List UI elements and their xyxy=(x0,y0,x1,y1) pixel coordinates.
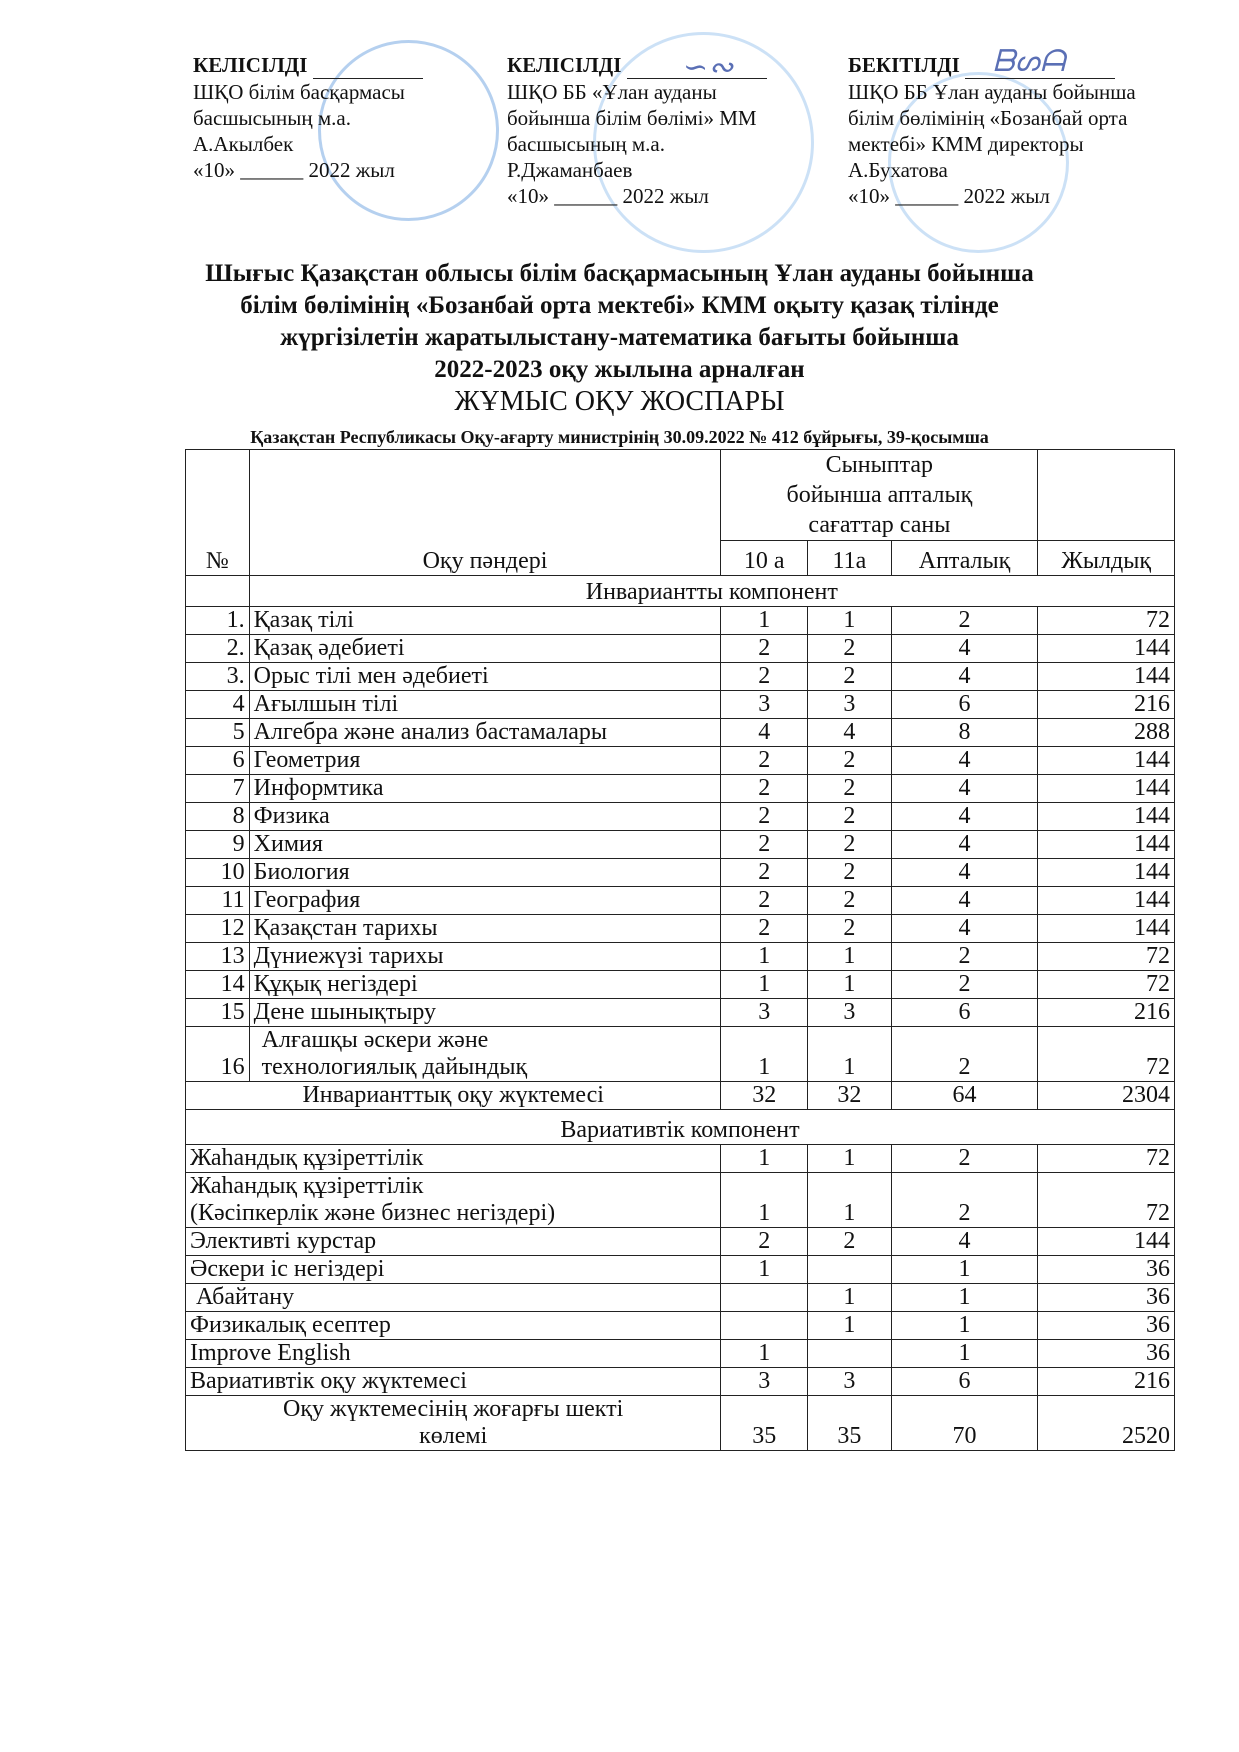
row-no: 7 xyxy=(186,775,250,803)
row-weekly: 2 xyxy=(891,971,1038,999)
section-row-invariant xyxy=(186,576,1175,607)
table-row xyxy=(186,1027,1175,1082)
approval-2-line: Р.Джаманбаев xyxy=(507,158,633,182)
row-g11: 1 xyxy=(808,1284,892,1312)
row-no: 5 xyxy=(186,719,250,747)
row-no: 2. xyxy=(186,635,250,663)
row-subject-line: технологиялық дайындық xyxy=(261,1054,528,1080)
total-yearly: 216 xyxy=(1038,1368,1175,1396)
row-g11: 1 xyxy=(808,971,892,999)
row-weekly: 2 xyxy=(891,1027,1038,1082)
approval-2-line: басшысының м.а. xyxy=(507,132,665,156)
section-row-variative xyxy=(186,1110,1175,1145)
row-g11: 1 xyxy=(808,1173,892,1228)
title-line: 2022-2023 оқу жылына арналған xyxy=(434,356,805,383)
row-g10: 1 xyxy=(721,607,808,635)
total-weekly: 6 xyxy=(891,1368,1038,1396)
row-no: 3. xyxy=(186,663,250,691)
row-g10: 2 xyxy=(721,887,808,915)
table-row xyxy=(186,1340,1175,1368)
header-grade10: 10 а xyxy=(721,541,808,576)
total-yearly: 2520 xyxy=(1038,1396,1175,1451)
table-row xyxy=(186,663,1175,691)
row-g10: 2 xyxy=(721,747,808,775)
approval-2-heading: КЕЛІСІЛДІ xyxy=(507,53,622,77)
row-g10: 1 xyxy=(721,1340,808,1368)
table-row xyxy=(186,887,1175,915)
table-row xyxy=(186,971,1175,999)
row-no: 13 xyxy=(186,943,250,971)
row-subject: Алгебра және анализ бастамалары xyxy=(249,719,721,747)
total-label: Вариативтік оқу жүктемесі xyxy=(186,1368,721,1396)
row-g11: 2 xyxy=(808,859,892,887)
row-g11: 3 xyxy=(808,999,892,1027)
title-line: жүргізілетін жаратылыстану-математика бағыты бойынша xyxy=(280,324,959,351)
row-subject-line: Жаһандық құзіреттілік xyxy=(190,1173,424,1199)
header-blank xyxy=(1038,450,1175,541)
row-g10: 2 xyxy=(721,1228,808,1256)
row-yearly: 144 xyxy=(1038,831,1175,859)
max-load-row xyxy=(186,1396,1175,1451)
row-yearly: 144 xyxy=(1038,1228,1175,1256)
row-weekly: 4 xyxy=(891,635,1038,663)
header-yearly: Жылдық xyxy=(1038,541,1175,576)
row-yearly: 216 xyxy=(1038,999,1175,1027)
row-yearly: 144 xyxy=(1038,915,1175,943)
row-subject: Физикалық есептер xyxy=(186,1312,721,1340)
row-weekly: 2 xyxy=(891,1173,1038,1228)
row-yearly: 36 xyxy=(1038,1256,1175,1284)
document-subtitle: Қазақстан Республикасы Оқу-ағарту министрінің 30.09.2022 № 412 бұйрығы, 39-қосымша xyxy=(250,427,989,447)
total-g10: 35 xyxy=(721,1396,808,1451)
table-row xyxy=(186,775,1175,803)
table-row xyxy=(186,943,1175,971)
row-subject: Қазақ әдебиеті xyxy=(249,635,721,663)
row-weekly: 2 xyxy=(891,943,1038,971)
row-g10: 1 xyxy=(721,1027,808,1082)
row-g10: 2 xyxy=(721,831,808,859)
row-g11: 1 xyxy=(808,1145,892,1173)
row-g10: 1 xyxy=(721,1145,808,1173)
row-yearly: 144 xyxy=(1038,859,1175,887)
row-no: 4 xyxy=(186,691,250,719)
table-row xyxy=(186,1173,1175,1228)
header-grade11: 11а xyxy=(808,541,892,576)
row-subject: Қазақ тілі xyxy=(249,607,721,635)
row-g11: 2 xyxy=(808,831,892,859)
total-weekly: 70 xyxy=(891,1396,1038,1451)
section-title: Вариативтік компонент xyxy=(186,1110,1175,1145)
row-subject xyxy=(249,1027,721,1082)
total-label: Инварианттық оқу жүктемесі xyxy=(186,1082,721,1110)
row-g10 xyxy=(721,1312,808,1340)
row-yearly: 72 xyxy=(1038,943,1175,971)
title-line: Шығыс Қазақстан облысы білім басқармасының Ұлан ауданы бойынша xyxy=(205,260,1034,287)
approval-1-heading: КЕЛІСІЛДІ xyxy=(193,53,308,77)
table-row xyxy=(186,859,1175,887)
row-g10: 2 xyxy=(721,635,808,663)
row-no: 9 xyxy=(186,831,250,859)
row-subject xyxy=(186,1173,721,1228)
row-yearly: 144 xyxy=(1038,775,1175,803)
row-yearly: 72 xyxy=(1038,971,1175,999)
row-no: 6 xyxy=(186,747,250,775)
approval-block-2 xyxy=(507,52,767,209)
row-yearly: 144 xyxy=(1038,803,1175,831)
table-row xyxy=(186,607,1175,635)
row-g11: 2 xyxy=(808,887,892,915)
total-label-line: көлемі xyxy=(419,1423,488,1449)
row-weekly: 6 xyxy=(891,999,1038,1027)
approval-3-line: білім бөлімінің «Бозанбай орта xyxy=(848,106,1128,130)
row-no: 10 xyxy=(186,859,250,887)
table-row xyxy=(186,1312,1175,1340)
header-subject: Оқу пәндері xyxy=(249,450,721,576)
table-row xyxy=(186,1256,1175,1284)
row-weekly: 4 xyxy=(891,1228,1038,1256)
row-g10: 2 xyxy=(721,803,808,831)
global-competence-row xyxy=(186,1145,1175,1173)
table-header-row xyxy=(186,450,1175,541)
document-title xyxy=(0,258,1239,418)
row-no: 16 xyxy=(186,1027,250,1082)
total-label xyxy=(186,1396,721,1451)
row-no: 1. xyxy=(186,607,250,635)
row-no: 14 xyxy=(186,971,250,999)
row-subject: Абайтану xyxy=(186,1284,721,1312)
row-g11: 2 xyxy=(808,635,892,663)
row-subject: Құқық негіздері xyxy=(249,971,721,999)
approval-1-date: «10» ______ 2022 жыл xyxy=(193,158,395,182)
row-weekly: 4 xyxy=(891,859,1038,887)
row-g11: 2 xyxy=(808,1228,892,1256)
table-row xyxy=(186,1284,1175,1312)
document-main-title: ЖҰМЫС ОҚУ ЖОСПАРЫ xyxy=(454,386,785,417)
row-yearly: 72 xyxy=(1038,607,1175,635)
row-subject-line: Алғашқы әскери және xyxy=(261,1027,489,1053)
row-subject: География xyxy=(249,887,721,915)
row-g10: 1 xyxy=(721,1256,808,1284)
row-subject: Дүниежүзі тарихы xyxy=(249,943,721,971)
row-yearly: 144 xyxy=(1038,747,1175,775)
row-subject: Биология xyxy=(249,859,721,887)
total-g10: 3 xyxy=(721,1368,808,1396)
total-g10: 32 xyxy=(721,1082,808,1110)
row-g11: 3 xyxy=(808,691,892,719)
row-g10: 2 xyxy=(721,915,808,943)
total-weekly: 64 xyxy=(891,1082,1038,1110)
approval-1-line: ШҚО білім басқармасы xyxy=(193,80,405,104)
row-subject: Физика xyxy=(249,803,721,831)
row-weekly: 4 xyxy=(891,775,1038,803)
row-subject: Геометрия xyxy=(249,747,721,775)
row-g11: 1 xyxy=(808,607,892,635)
row-weekly: 8 xyxy=(891,719,1038,747)
variative-total-row xyxy=(186,1368,1175,1396)
table-row xyxy=(186,915,1175,943)
row-subject: Improve English xyxy=(186,1340,721,1368)
header-weekly: Апталық xyxy=(891,541,1038,576)
signature-3: ᗷᔕᗩ xyxy=(993,44,1066,79)
header-no: № xyxy=(186,450,250,576)
row-weekly: 1 xyxy=(891,1312,1038,1340)
row-weekly: 4 xyxy=(891,747,1038,775)
table-row xyxy=(186,719,1175,747)
invariant-total-row xyxy=(186,1082,1175,1110)
approval-2-line: ШҚО ББ «Ұлан ауданы xyxy=(507,80,717,104)
approval-2-line: бойынша білім бөлімі» ММ xyxy=(507,106,757,130)
row-g11 xyxy=(808,1256,892,1284)
curriculum-table xyxy=(185,449,1175,1451)
row-yearly: 216 xyxy=(1038,691,1175,719)
row-yearly: 144 xyxy=(1038,663,1175,691)
row-yearly: 144 xyxy=(1038,887,1175,915)
row-yearly: 288 xyxy=(1038,719,1175,747)
row-yearly: 36 xyxy=(1038,1312,1175,1340)
table-row xyxy=(186,747,1175,775)
total-yearly: 2304 xyxy=(1038,1082,1175,1110)
row-weekly: 4 xyxy=(891,915,1038,943)
row-g11: 2 xyxy=(808,663,892,691)
row-subject: Информтика xyxy=(249,775,721,803)
electives-row xyxy=(186,1228,1175,1256)
row-g10: 3 xyxy=(721,691,808,719)
row-g11 xyxy=(808,1340,892,1368)
table-row xyxy=(186,635,1175,663)
approval-1-line: А.Акылбек xyxy=(193,132,294,156)
approval-3-line: ШҚО ББ Ұлан ауданы бойынша xyxy=(848,80,1136,104)
total-g11: 3 xyxy=(808,1368,892,1396)
approval-3-heading: БЕКІТІЛДІ xyxy=(848,53,960,77)
row-yearly: 72 xyxy=(1038,1145,1175,1173)
row-subject: Жаһандық құзіреттілік xyxy=(186,1145,721,1173)
section-title: Инвариантты компонент xyxy=(249,576,1174,607)
approval-section xyxy=(193,44,1213,232)
row-g11: 1 xyxy=(808,1312,892,1340)
row-subject: Қазақстан тарихы xyxy=(249,915,721,943)
row-g11: 2 xyxy=(808,775,892,803)
approval-block-1 xyxy=(193,52,423,183)
row-yearly: 36 xyxy=(1038,1284,1175,1312)
total-label-line: Оқу жүктемесінің жоғарғы шекті xyxy=(283,1396,624,1422)
row-g10: 4 xyxy=(721,719,808,747)
table-row xyxy=(186,999,1175,1027)
row-subject: Әскери іс негіздері xyxy=(186,1256,721,1284)
table-row xyxy=(186,691,1175,719)
row-g11: 2 xyxy=(808,803,892,831)
row-subject: Дене шынықтыру xyxy=(249,999,721,1027)
row-weekly: 2 xyxy=(891,607,1038,635)
row-no: 11 xyxy=(186,887,250,915)
row-g11: 1 xyxy=(808,1027,892,1082)
table-row xyxy=(186,831,1175,859)
row-g10: 2 xyxy=(721,775,808,803)
row-weekly: 6 xyxy=(891,691,1038,719)
row-weekly: 2 xyxy=(891,1145,1038,1173)
approval-block-3 xyxy=(848,52,1136,209)
header-hours-group: Сыныптар бойынша апталық сағаттар саны xyxy=(721,450,1038,541)
row-g10 xyxy=(721,1284,808,1312)
approval-2-date: «10» ______ 2022 жыл xyxy=(507,184,709,208)
row-no: 8 xyxy=(186,803,250,831)
row-yearly: 144 xyxy=(1038,635,1175,663)
row-subject: Ағылшын тілі xyxy=(249,691,721,719)
row-no: 15 xyxy=(186,999,250,1027)
row-g10: 1 xyxy=(721,971,808,999)
total-g11: 32 xyxy=(808,1082,892,1110)
total-g11: 35 xyxy=(808,1396,892,1451)
row-subject: Химия xyxy=(249,831,721,859)
row-weekly: 4 xyxy=(891,803,1038,831)
row-yearly: 72 xyxy=(1038,1173,1175,1228)
row-weekly: 4 xyxy=(891,831,1038,859)
row-subject: Элективті курстар xyxy=(186,1228,721,1256)
row-yearly: 72 xyxy=(1038,1027,1175,1082)
title-line: білім бөлімінің «Бозанбай орта мектебі» КММ оқыту қазақ тілінде xyxy=(240,292,999,319)
approval-3-line: А.Бухатова xyxy=(848,158,948,182)
row-weekly: 4 xyxy=(891,663,1038,691)
row-no: 12 xyxy=(186,915,250,943)
row-g10: 1 xyxy=(721,943,808,971)
approval-3-date: «10» ______ 2022 жыл xyxy=(848,184,1050,208)
row-weekly: 4 xyxy=(891,887,1038,915)
row-g10: 1 xyxy=(721,1173,808,1228)
row-weekly: 1 xyxy=(891,1340,1038,1368)
row-g11: 1 xyxy=(808,943,892,971)
row-subject: Орыс тілі мен әдебиеті xyxy=(249,663,721,691)
row-g10: 3 xyxy=(721,999,808,1027)
approval-3-line: мектебі» КММ директоры xyxy=(848,132,1084,156)
row-subject-line: (Кәсіпкерлік және бизнес негіздері) xyxy=(190,1200,556,1226)
table-row xyxy=(186,803,1175,831)
row-g11: 4 xyxy=(808,719,892,747)
row-weekly: 1 xyxy=(891,1256,1038,1284)
signature-2: ∽∾ xyxy=(683,50,734,85)
row-g11: 2 xyxy=(808,747,892,775)
row-g10: 2 xyxy=(721,859,808,887)
row-weekly: 1 xyxy=(891,1284,1038,1312)
approval-1-line: басшысының м.а. xyxy=(193,106,351,130)
row-g11: 2 xyxy=(808,915,892,943)
row-g10: 2 xyxy=(721,663,808,691)
row-yearly: 36 xyxy=(1038,1340,1175,1368)
